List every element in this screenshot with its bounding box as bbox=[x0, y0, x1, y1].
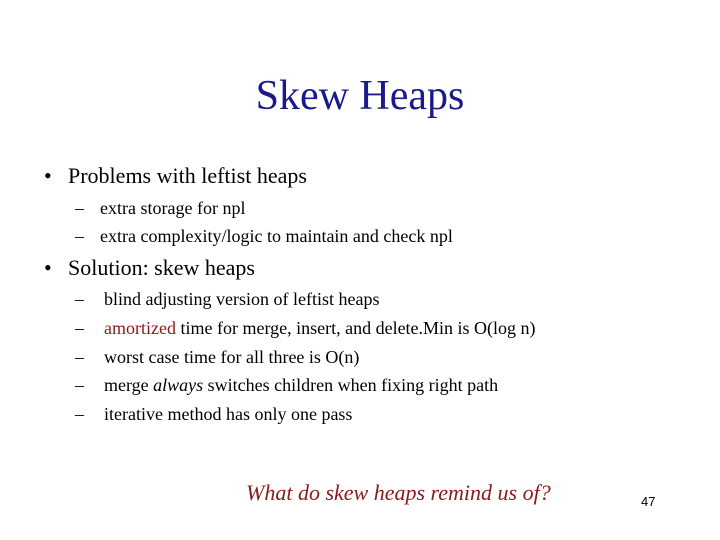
sub-marker: – bbox=[75, 375, 84, 395]
page-number: 47 bbox=[641, 494, 656, 509]
sub-item-after: switches children when fixing right path bbox=[203, 375, 499, 395]
sub-marker: – bbox=[75, 318, 84, 338]
sub-item-text bbox=[104, 374, 498, 396]
sub-marker: – bbox=[75, 226, 84, 246]
emphasis-always: always bbox=[153, 375, 204, 395]
sub-item-text: iterative method has only one pass bbox=[104, 404, 353, 424]
sub-item-before: merge bbox=[104, 375, 154, 395]
sub-item-text: worst case time for all three is O(n) bbox=[104, 347, 360, 367]
sub-marker: – bbox=[75, 347, 84, 367]
sub-item-text: extra storage for npl bbox=[100, 198, 246, 218]
sub-item-text: blind adjusting version of leftist heaps bbox=[104, 289, 380, 309]
sub-marker: – bbox=[75, 404, 84, 424]
closing-question: What do skew heaps remind us of? bbox=[246, 480, 551, 505]
bullet-solution bbox=[44, 255, 255, 281]
sub-item-text bbox=[104, 317, 536, 339]
bullet-text: Solution: skew heaps bbox=[68, 255, 255, 280]
bullet-problems bbox=[44, 163, 307, 189]
sub-marker: – bbox=[75, 198, 84, 218]
sub-item-text: extra complexity/logic to maintain and check npl bbox=[100, 226, 453, 246]
slide-title: Skew Heaps bbox=[255, 73, 465, 119]
sub-marker: – bbox=[75, 289, 84, 309]
sub-item-rest: time for merge, insert, and delete.Min is O(log n) bbox=[175, 318, 536, 338]
bullet-marker: • bbox=[44, 255, 52, 280]
bullet-text: Problems with leftist heaps bbox=[68, 163, 307, 188]
bullet-marker: • bbox=[44, 163, 52, 188]
highlight-amortized: amortized bbox=[104, 318, 176, 338]
